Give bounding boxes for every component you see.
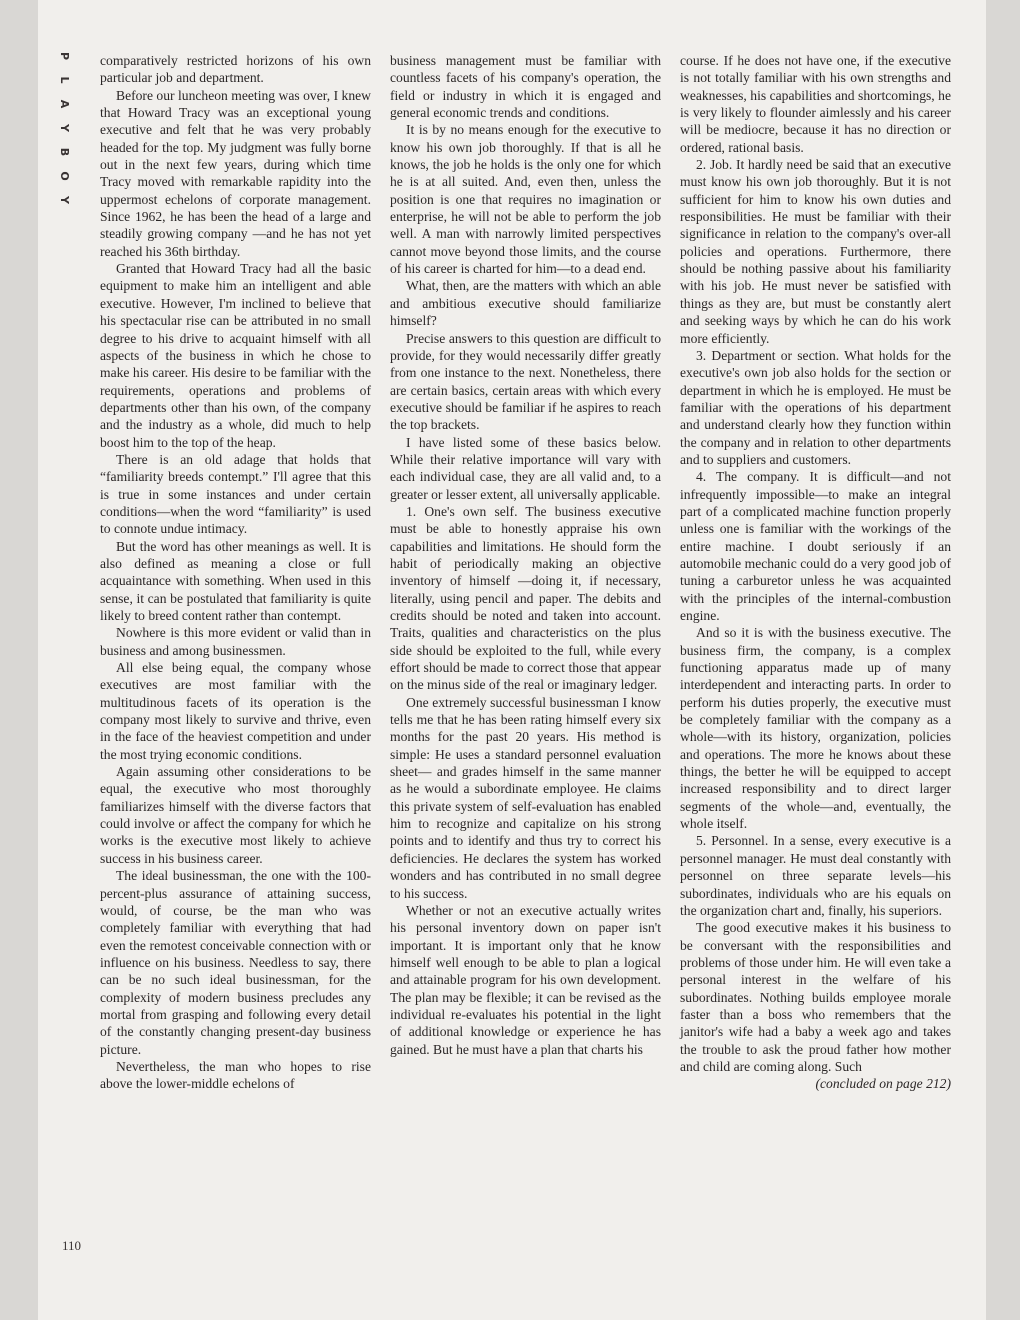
paragraph: Granted that Howard Tracy had all the basic equipment to make him an intelligent and able executive. However, I'm inclined to believe that his spectacular rise can be attributed in no small degree to his drive to acquaint himself with all aspects of the business in which he chose to make his career. His desire to be familiar with the requirements, operations and problems of departments other than his own, of the company and the industry as a whole, did much to help boost him to the top of the heap. bbox=[100, 261, 371, 450]
paragraph: comparatively restricted horizons of his own particular job and department. bbox=[100, 53, 371, 86]
paragraph: Whether or not an executive actually writes his personal inventory down on paper isn't important. It is important only that he know himself well enough to be able to plan a logical and attainable program for his own development. The plan may be flexible; it can be revised as the individual re-evaluates his potential in the light of additional knowledge or experience he has gained. But he must have a plan that charts his bbox=[390, 902, 661, 1057]
paragraph: 3. Department or section. What holds for the executive's own job also holds for the section or department in which he is employed. He must be familiar with the operations of his department and understand clearly how they function within the company and in relation to other departments and to suppliers and customers. bbox=[680, 347, 951, 467]
paragraph: It is by no means enough for the executive to know his own job thoroughly. If that is all he knows, the job he holds is the only one for which he is at all suited. And, even then, unless the position is one that requires no imagination or enterprise, he will not be able to perform the job well. A man with narrowly limited perspectives cannot move beyond those limits, and the course of his career is charted for him—to a dead end. bbox=[390, 122, 661, 277]
paragraph: And so it is with the business executive. The business firm, the company, is a complex functioning apparatus made up of many interdependent and interacting parts. In order to perform his duties properly, the executive must be completely familiar with the company as a whole—with its history, organization, policies and operations. The more he knows about these things, the better he will be equipped to accept increased responsibility and to direct larger segments of the whole—and, eventually, the whole itself. bbox=[680, 625, 951, 832]
paragraph: Precise answers to this question are difficult to provide, for they would necessarily differ greatly from one instance to the next. Nonetheless, there are certain basics, certain areas with which every executive should be familiar if he aspires to reach the top brackets. bbox=[390, 330, 661, 433]
paragraph: One extremely successful businessman I know tells me that he has been rating himself every six months for the past 20 years. His method is simple: He uses a standard personnel evaluation sheet— and grades himself in the same manner as he would a subordinate employee. He claims this private system of self-evaluation has enabled him to recognize and capitalize on his strong points and to identify and thus try to correct his deficiencies. He declares the system has worked wonders and has contributed in no small degree to his success. bbox=[390, 694, 661, 901]
article-column-1 bbox=[100, 52, 371, 1093]
paragraph: 5. Personnel. In a sense, every executive is a personnel manager. He must deal constantly with personnel on three separate levels—his subordinates, individuals who are his equals on the organization chart and, finally, his superiors. bbox=[680, 833, 951, 918]
paragraph: The ideal businessman, the one with the 100-percent-plus assurance of attaining success, would, of course, be the man who was completely familiar with everything that had even the remotest conceivable connection with or influence on his business. Needless to say, there can be no such ideal businessman, for the complexity of modern business precludes any mortal from grasping and following every detail of the constantly changing present-day business picture. bbox=[100, 868, 371, 1057]
paragraph: 2. Job. It hardly need be said that an executive must know his own job thoroughly. But it is not sufficient for him to know his own duties and responsibilities. He must be familiar with their significance in relation to the company's over-all policies and operations. Furthermore, there should be nothing passive about his familiarity with his job. He must never be satisfied with things as they are, but must be constantly alert and seeking ways by which he can do his work more efficiently. bbox=[680, 157, 951, 346]
paragraph: course. If he does not have one, if the executive is not totally familiar with his own strengths and weaknesses, his capabilities and shortcomings, he is very likely to flounder aimlessly and his career will be mediocre, because it has no direction or ordered, rational basis. bbox=[680, 53, 951, 155]
paragraph: What, then, are the matters with which an able and ambitious executive should familiarize himself? bbox=[390, 278, 661, 329]
paragraph: All else being equal, the company whose executives are most familiar with the multitudinous facets of its operation is the company most likely to survive and thrive, even in the face of the heaviest competition and under the most trying economic conditions. bbox=[100, 660, 371, 762]
paragraph: 1. One's own self. The business executive must be able to honestly appraise his own capabilities and limitations. He should form the habit of periodically making an objective inventory of himself —doing it, if necessary, literally, using pencil and paper. The debits and credits should be noted and taken into account. Traits, qualities and characteristics on the plus side should be exploited to the full, while every effort should be made to correct those that appear on the minus side of the real or imaginary ledger. bbox=[390, 503, 661, 693]
article-column-3 bbox=[680, 52, 951, 1093]
continuation-note: (concluded on page 212) bbox=[815, 1076, 951, 1092]
paragraph: I have listed some of these basics below. While their relative importance will vary with each individual case, they are all valid and, to a greater or lesser extent, all universally applicable. bbox=[390, 434, 661, 502]
paragraph: Before our luncheon meeting was over, I knew that Howard Tracy was an exceptional young executive and felt that he was very probably headed for the top. My judgment was fully borne out in the next few years, during which time Tracy moved with remarkable rapidity into the uppermost echelons of corporate management. Since 1962, he has been the head of a large and steadily growing company —and he has not yet reached his 36th birthday. bbox=[100, 87, 371, 259]
article-column-2 bbox=[390, 52, 661, 1058]
page-number: 110 bbox=[62, 1238, 82, 1253]
magazine-name: P L A Y B O Y bbox=[58, 51, 71, 204]
paragraph: The good executive makes it his business to be conversant with the responsibilities and problems of those under him. He will even take a personal interest in the welfare of his subordinates. Nothing builds employee morale faster than a boss who remembers that the janitor's wife had a baby a week ago and takes the trouble to ask the proud father how mother and child are coming along. Such bbox=[680, 920, 951, 1074]
paragraph: But the word has other meanings as well. It is also defined as meaning a close or full acquaintance with something. When used in this sense, it can be postulated that familiarity is quite likely to breed content rather than contempt. bbox=[100, 538, 371, 623]
paragraph: 4. The company. It is difficult—and not infrequently impossible—to make an integral part of a complicated machine function properly unless one is familiar with the workings of the entire machine. I doubt seriously if an automobile mechanic could do a very good job of tuning a carburetor unless he was acquainted with the principles of the internal-combustion engine. bbox=[680, 469, 951, 623]
paragraph: There is an old adage that holds that “familiarity breeds contempt.” I'll agree that this is true in some instances and under certain conditions—when the word “familiarity” is used to connote undue intimacy. bbox=[100, 451, 371, 537]
paragraph: business management must be familiar with countless facets of his company's operation, the field or industry in which it is engaged and general economic trends and conditions. bbox=[390, 53, 661, 121]
paragraph: Nevertheless, the man who hopes to rise above the lower-middle echelons of bbox=[100, 1058, 371, 1092]
paragraph: Again assuming other considerations to be equal, the executive who most thoroughly familiarizes himself with the diverse factors that could involve or affect the company for which he works is the executive most likely to achieve success in his business career. bbox=[100, 764, 371, 866]
paragraph: Nowhere is this more evident or valid than in business and among businessmen. bbox=[100, 625, 371, 658]
